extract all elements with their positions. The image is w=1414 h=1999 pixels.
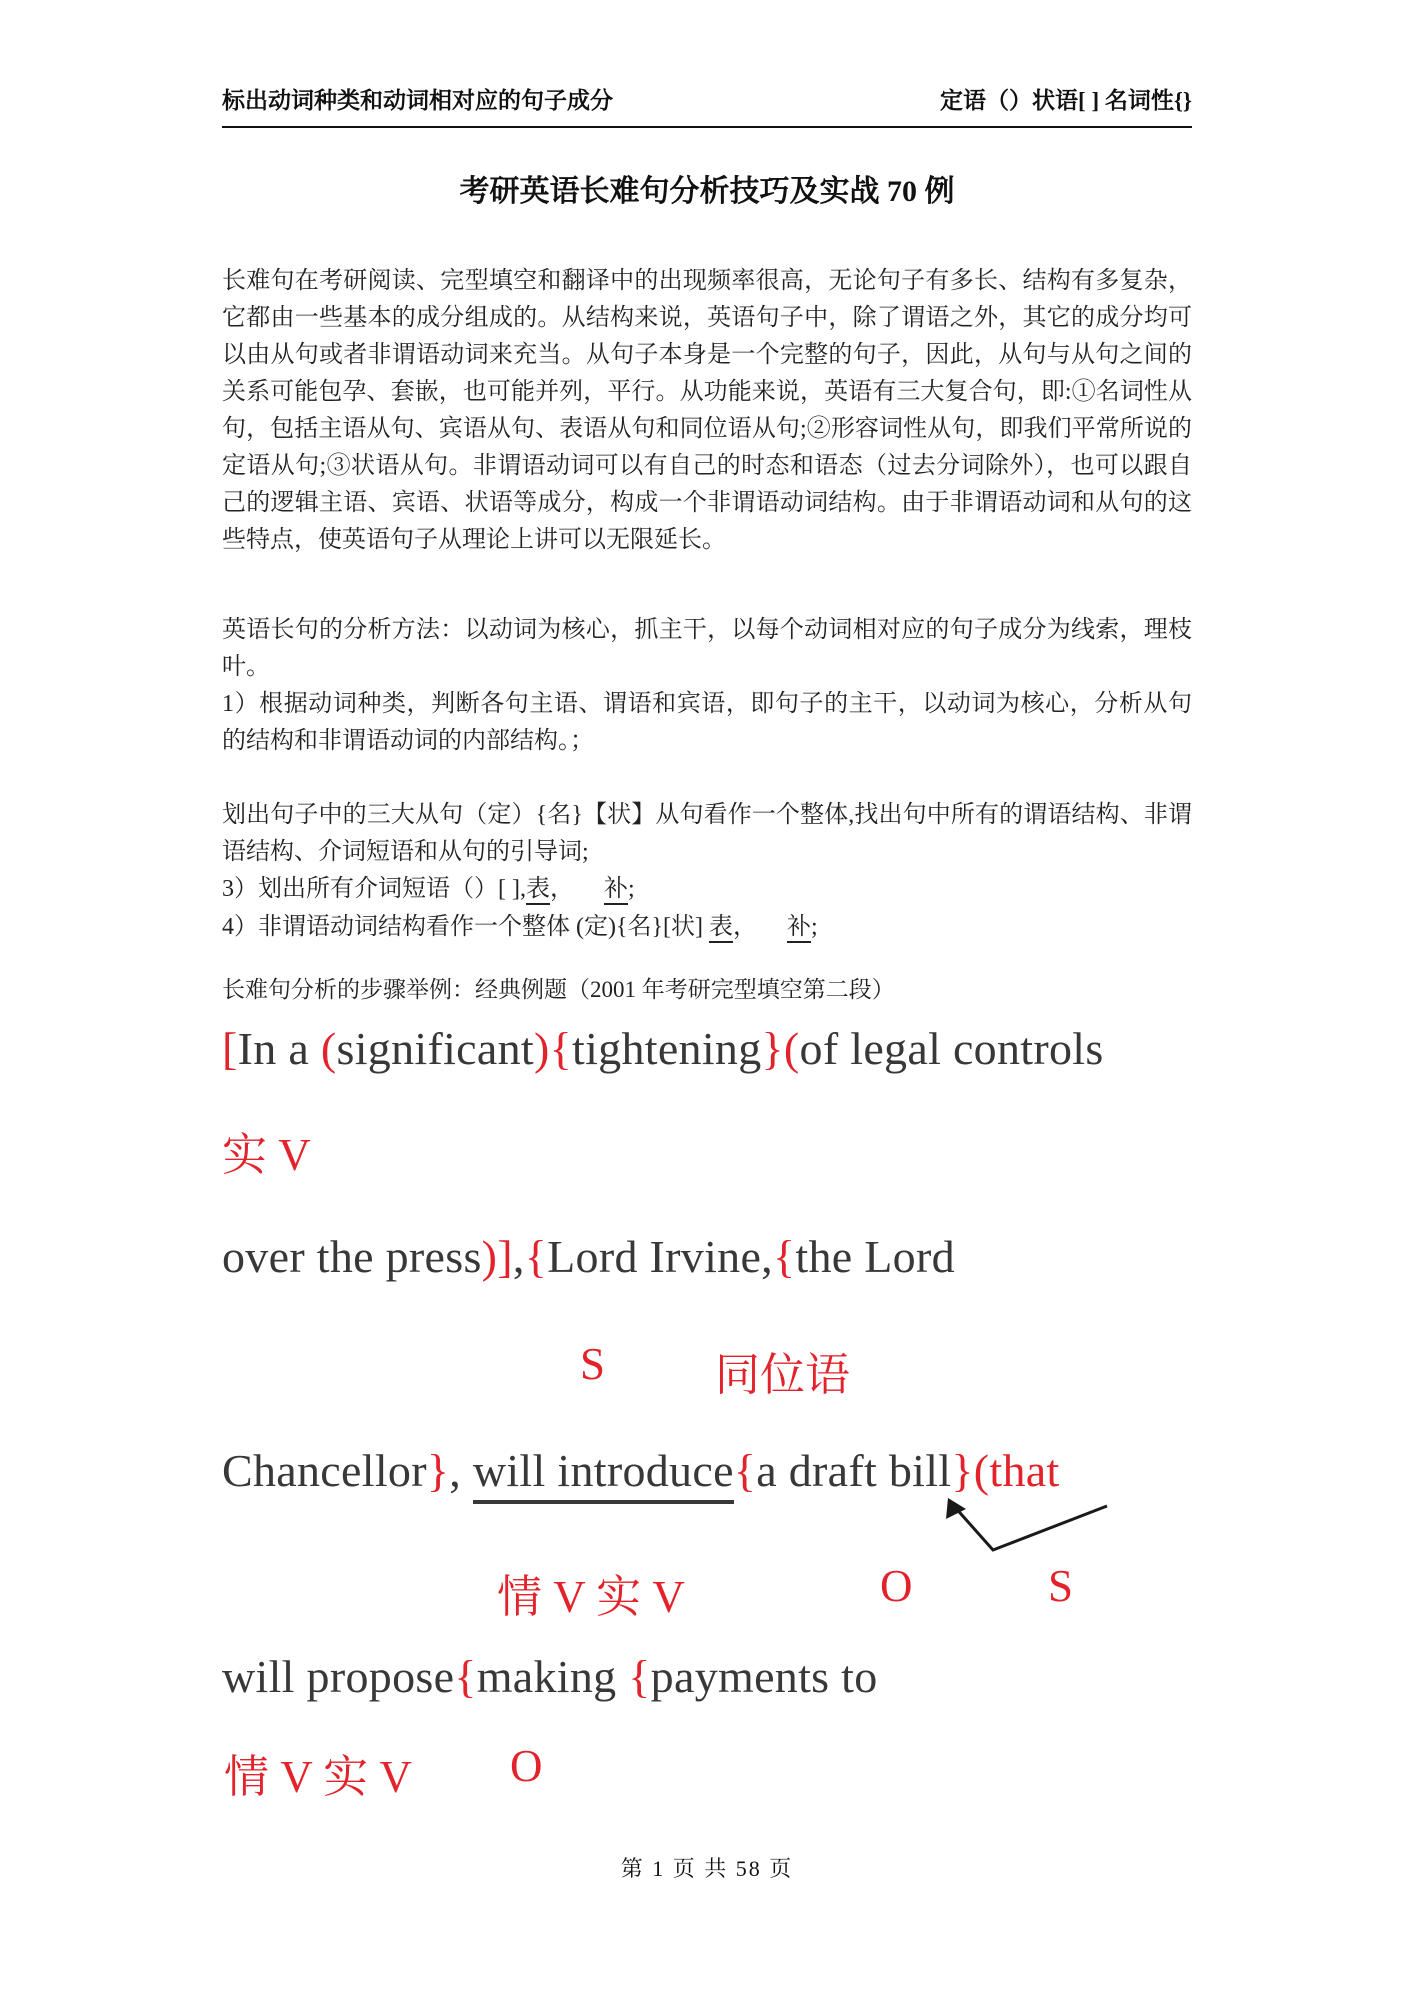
text-segment: 表 [709, 914, 733, 943]
text-segment: over the press [222, 1231, 482, 1282]
example-caption: 长难句分析的步骤举例：经典例题（2001 年考研完型填空第二段） [222, 977, 895, 1002]
text-segment: significant [336, 1023, 534, 1074]
text-segment: Chancellor [222, 1445, 427, 1496]
text-segment: ， [549, 876, 574, 902]
text-segment: Lord Irvine, [547, 1231, 773, 1282]
text-segment: 4）非谓语动词结构看作一个整体 (定){名}[状] [222, 914, 710, 940]
text-segment: a draft bill [756, 1445, 952, 1496]
method-step1-paragraph: 1）根据动词种类，判断各句主语、谓语和宾语，即句子的主干，以动词为核心，分析从句的结构和非谓语动词的内部结构。； [222, 691, 1192, 754]
intro-paragraph: 长难句在考研阅读、完型填空和翻译中的出现频率很高，无论句子有多长、结构有多复杂，它都由一些基本的成分组成的。从结构来说，英语句子中，除了谓语之外，其它的成分均可以由从句或者非谓语动词来充当。从句子本身是一个完整的句子，因此，从句与从句之间的关系可能包孕、套嵌，也可能并列，平行。从功能来说，英语有三大复合句，即:①名词性从句，包括主语从句、宾语从句、表语从句和同位语从句;②形容词性从句，即我们平常所说的定语从句;③状语从句。非谓语动词可以有自己的时态和语态（过去分词除外），也可以跟自己的逻辑主语、宾语、状语等成分，构成一个非谓语动词结构。由于非谓语动词和从句的这些特点，使英语句子从理论上讲可以无限延长。 [222, 268, 1192, 553]
annotation-subject: S [580, 1339, 606, 1389]
annotation-subject-2: S [1048, 1561, 1074, 1611]
text-segment: } [426, 1445, 450, 1496]
annotation-object: O [880, 1561, 913, 1611]
text-segment: ; [811, 914, 818, 940]
text-segment: 补 [604, 876, 628, 905]
sentence-line-3 [222, 1444, 1060, 1497]
sentence-line-4 [222, 1650, 878, 1703]
text-segment: 表 [526, 876, 550, 905]
annotation-row-1 [0, 1118, 1414, 1178]
text-segment: { [524, 1231, 548, 1282]
method-intro-paragraph: 英语长句的分析方法：以动词为核心，抓主干，以每个动词相对应的句子成分为线索，理枝叶。 [222, 617, 1192, 680]
page-header [222, 82, 1192, 128]
header-right-text: 定语（）状语[ ] 名词性{} [940, 88, 1192, 113]
header-left-text: 标出动词种类和动词相对应的句子成分 [222, 88, 613, 113]
annotation-object-2: O [510, 1741, 543, 1791]
annotation-row-3 [0, 1560, 1414, 1620]
annotation-row-4 [0, 1740, 1414, 1800]
sentence-line-2 [222, 1230, 955, 1283]
method-step2-paragraph: 划出句子中的三大从句（定）{名}【状】从句看作一个整体,找出句中所有的谓语结构、非谓语结构、介词短语和从句的引导词; [222, 802, 1192, 865]
text-segment: { [628, 1651, 651, 1702]
method-step4-line [222, 909, 1192, 946]
pointer-arrow-icon [935, 1492, 1120, 1560]
text-segment: will propose [222, 1651, 455, 1702]
text-segment: ){ [533, 1023, 572, 1074]
sentence-line-1 [222, 1022, 1104, 1075]
text-segment: }(that [951, 1445, 1060, 1496]
text-segment: tightening [571, 1023, 762, 1074]
annotation-apposition: 同位语 [715, 1350, 851, 1400]
text-segment: 补 [787, 914, 811, 943]
text-segment: ， [733, 914, 758, 940]
page-title: 考研英语长难句分析技巧及实战 70 例 [459, 175, 955, 208]
text-segment: making [476, 1651, 629, 1702]
text-segment: { [772, 1231, 796, 1282]
annotation-row-2 [0, 1338, 1414, 1398]
text-segment: of legal controls [799, 1023, 1104, 1074]
annotation-shi-v: 实 V [222, 1130, 311, 1180]
text-segment: , [449, 1445, 473, 1496]
method-step3-line [222, 871, 1192, 908]
page-number-footer: 第 1 页 共 58 页 [620, 1856, 794, 1881]
text-segment: the Lord [795, 1231, 955, 1282]
text-segment: 3）划出所有介词短语（）[ ], [222, 876, 526, 902]
text-segment: will introduce [473, 1445, 734, 1504]
text-segment: )] [481, 1231, 513, 1282]
text-segment: { [454, 1651, 477, 1702]
annotation-verbs: 情 V 实 V [497, 1572, 685, 1622]
text-segment: [ [222, 1023, 238, 1074]
text-segment: , [512, 1231, 525, 1282]
text-segment: ( [320, 1023, 337, 1074]
text-segment: payments to [650, 1651, 878, 1702]
text-segment: }( [761, 1023, 800, 1074]
annotation-verbs-2: 情 V 实 V [224, 1752, 412, 1802]
text-segment: ; [627, 876, 635, 902]
text-segment: In a [237, 1023, 321, 1074]
text-segment: { [733, 1445, 757, 1496]
